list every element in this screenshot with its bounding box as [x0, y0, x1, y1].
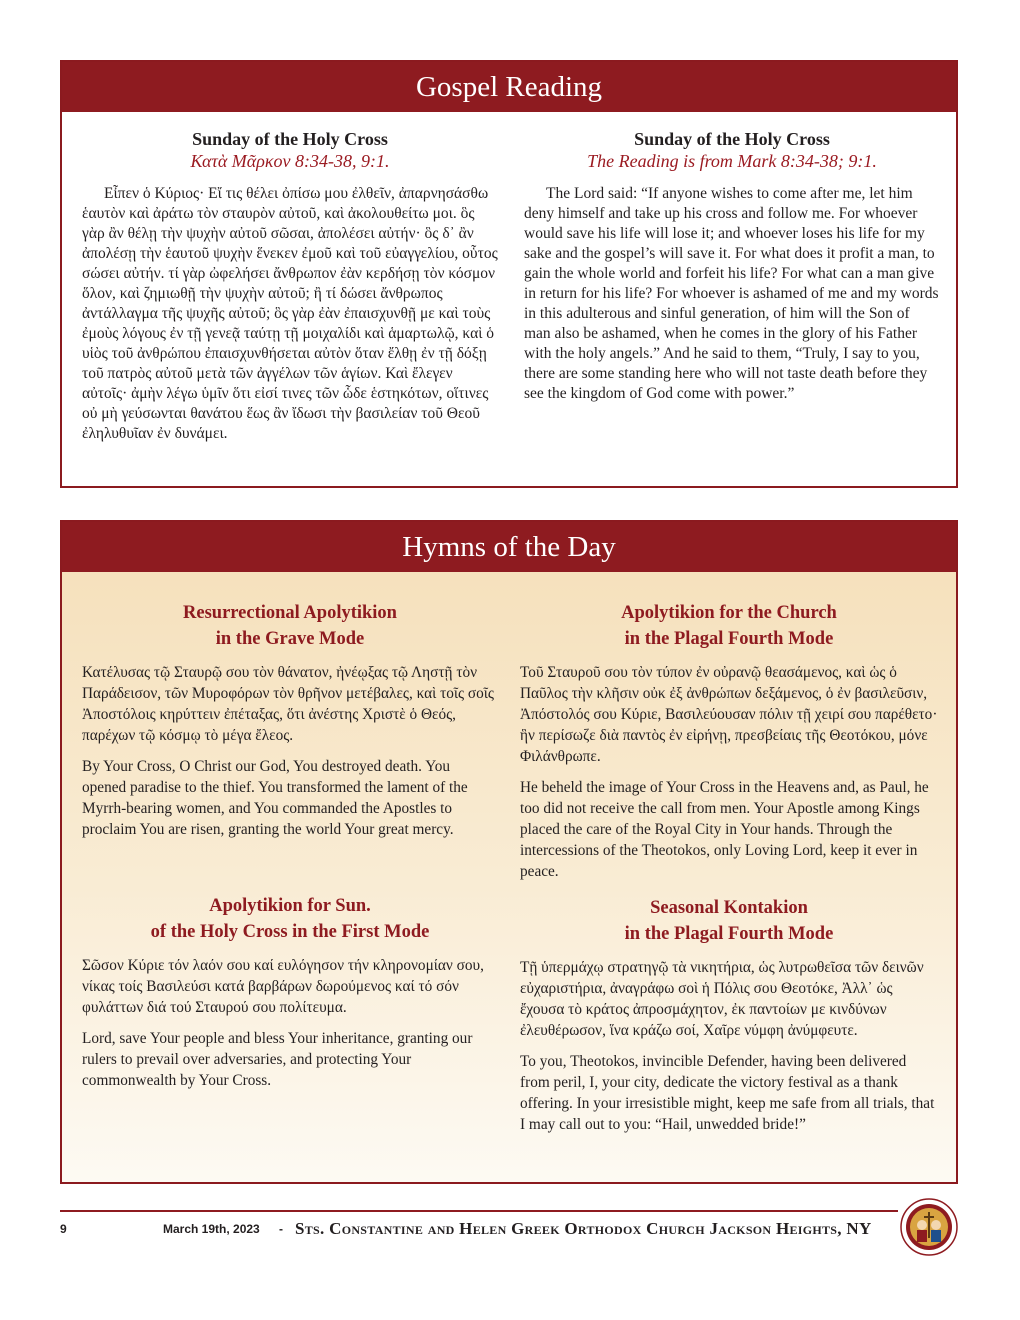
hymn-resurrectional-apolytikion — [82, 600, 498, 840]
gospel-greek-column — [82, 128, 498, 444]
hymn-greek-text: Τῇ ὑπερμάχῳ στρατηγῷ τὰ νικητήρια, ὡς λυτρωθεῖσα τῶν δεινῶν εὐχαριστήρια, ἀναγράφω σοὶ ἡ Πόλις σου Θεοτόκε, Ἀλλ᾽ ὡς ἔχουσα τὸ κράτος ἀπροσμάχητον, ἐκ παντοίων με κινδύνων ἐλευθέρωσον, ἵνα κράζω σοί, Χαῖρε νύμφη ἀνύμφευτε. — [520, 959, 924, 1039]
hymn-church-apolytikion — [520, 600, 938, 882]
hymn-seasonal-kontakion — [520, 895, 938, 1135]
page-number: 9 — [60, 1222, 67, 1236]
gospel-english-title: Sunday of the Holy Cross — [634, 129, 830, 149]
hymn-title-line2: in the Grave Mode — [215, 629, 365, 649]
hymn-greek-text: Σῶσον Κύριε τόν λαόν σου καί ευλόγησον τήν κληρονομίαν σου, νίκας τοίς Βασιλεύσι κατά βαρβάρων δωρούμενος καί τό σόν φυλάττων διά τού Σταυρού σου πολίτευμα. — [82, 957, 484, 1016]
gospel-english-column — [524, 128, 940, 404]
hymn-english-text: To you, Theotokos, invincible Defender, having been delivered from peril, I, your city, dedicate the victory festival as a thank offering. In your irresistible might, keep me safe from all trials, that I may call out to you: “Hail, unwedded bride!” — [520, 1053, 935, 1133]
hymn-title-line1: Apolytikion for Sun. — [209, 896, 371, 916]
hymn-title-line2: in the Plagal Fourth Mode — [624, 924, 834, 944]
gospel-reading-section — [60, 60, 958, 488]
gospel-greek-text: Εἶπεν ὁ Κύριος· Εἴ τις θέλει ὀπίσω μου ἐλθεῖν, ἀπαρνησάσθω ἑαυτὸν καὶ ἀράτω τὸν σταυρὸν αὐτοῦ, καὶ ἀκολουθείτω μοι. ὃς γὰρ ἂν θέλῃ τὴν ψυχὴν αὐτοῦ σῶσαι, ἀπολέσει αὐτήν· ὃς δ᾽ ἂν ἀπολέσῃ τὴν ἑαυτοῦ ψυχὴν ἕνεκεν ἐμοῦ καὶ τοῦ εὐαγγελίου, οὗτος σώσει αὐτήν. τί γὰρ ὠφελήσει ἄνθρωπον ἐὰν κερδήσῃ τὸν κόσμον ὅλον, καὶ ζημιωθῇ τὴν ψυχὴν αὐτοῦ; ἢ τί δώσει ἄνθρωπος ἀντάλλαγμα τῆς ψυχῆς αὐτοῦ; ὃς γὰρ ἐὰν ἐπαισχυνθῇ με καὶ τοὺς ἐμοὺς λόγους ἐν τῇ γενεᾷ ταύτῃ τῇ μοιχαλίδι καὶ ἁμαρτωλῷ, καὶ ὁ υἱὸς τοῦ ἀνθρώπου ἐπαισχυνθήσεται αὐτὸν ὅταν ἔλθῃ ἐν τῇ δόξῃ τοῦ πατρὸς αὐτοῦ μετὰ τῶν ἀγγέλων τῶν ἁγίων. Καὶ ἔλεγεν αὐτοῖς· ἀμὴν λέγω ὑμῖν ὅτι εἰσί τινες τῶν ὧδε ἑστηκότων, οἵτινες οὐ μὴ γεύσωνται θανάτου ἕως ἂν ἴδωσι τὴν βασιλείαν τοῦ Θεοῦ ἐληλυθυῖαν ἐν δυνάμει. — [82, 185, 498, 442]
hymn-title-line2: of the Holy Cross in the First Mode — [150, 922, 430, 942]
footer-separator: - — [279, 1222, 283, 1236]
gospel-heading: Gospel Reading — [62, 62, 956, 112]
gospel-english-text: The Lord said: “If anyone wishes to come after me, let him deny himself and take up his cross and follow me. For whoever would save his life will lose it; and whoever loses his life for my sake and the gospel’s will save it. For what does it profit a man, to gain the whole world and forfeit his life? For what can a man give in return for his life? For whoever is ashamed of me and my words in this adulterous and sinful generation, of him will the Son of man also be ashamed, when he comes in the glory of his Father with the holy angels.” And he said to them, “Truly, I say to you, there are some standing here who will not taste death before they see the kingdom of God come with power.” — [524, 185, 939, 402]
hymns-section — [60, 520, 958, 1184]
gospel-greek-subtitle: Κατὰ Μᾶρκον 8:34-38, 9:1. — [190, 151, 390, 171]
hymn-holy-cross-apolytikion — [82, 893, 498, 1091]
hymn-greek-text: Τοῦ Σταυροῦ σου τὸν τύπον ἐν οὐρανῷ θεασάμενος, καὶ ὡς ὁ Παῦλος τὴν κλῆσιν οὐκ ἐξ ἀνθρώπων δεξάμενος, ὁ ἐν βασιλεῦσιν, Ἀπόστολός σου Κύριε, Βασιλεύουσαν πόλιν τῇ χειρί σου παρέθετο· ἣν περίσωζε διὰ παντὸς ἐν εἰρήνῃ, πρεσβείαις τῆς Θεοτόκου, μόνε Φιλάνθρωπε. — [520, 664, 938, 765]
footer-church-name: Sts. Constantine and Helen Greek Orthodox Church Jackson Heights, NY — [295, 1219, 872, 1238]
gospel-english-subtitle: The Reading is from Mark 8:34-38; 9:1. — [587, 151, 877, 171]
hymn-title-line1: Resurrectional Apolytikion — [183, 603, 397, 623]
hymn-title-line1: Apolytikion for the Church — [621, 603, 837, 623]
hymn-title-line1: Seasonal Kontakion — [650, 898, 808, 918]
footer-divider — [60, 1210, 898, 1212]
hymn-english-text: Lord, save Your people and bless Your inheritance, granting our rulers to prevail over adversaries, and protecting Your commonwealth by Your Cross. — [82, 1030, 473, 1089]
hymn-english-text: He beheld the image of Your Cross in the Heavens and, as Paul, he too did not receive the call from men. Your Apostle among Kings placed the care of the Royal City in Your hands. Through the intercessions of the Theotokos, only Loving Lord, keep it ever in peace. — [520, 779, 929, 880]
footer-date: March 19th, 2023 — [163, 1222, 260, 1236]
gospel-greek-title: Sunday of the Holy Cross — [192, 129, 388, 149]
church-seal-icon — [900, 1198, 958, 1256]
hymns-heading: Hymns of the Day — [62, 522, 956, 572]
hymn-title-line2: in the Plagal Fourth Mode — [624, 629, 834, 649]
hymn-greek-text: Κατέλυσας τῷ Σταυρῷ σου τὸν θάνατον, ἠνέῳξας τῷ Ληστῇ τὸν Παράδεισον, τῶν Μυροφόρων τὸν θρῆνον μετέβαλες, καὶ τοῖς σοῖς Ἀποστόλοις κηρύττειν ἐπέταξας, ὅτι ἀνέστης Χριστὲ ὁ Θεός, παρέχων τῷ κόσμῳ τὸ μέγα ἔλεος. — [82, 664, 494, 744]
hymn-english-text: By Your Cross, O Christ our God, You destroyed death. You opened paradise to the thief. You transformed the lament of the Myrrh-bearing women, and You commanded the Apostles to proclaim You are risen, granting the world Your great mercy. — [82, 758, 468, 838]
